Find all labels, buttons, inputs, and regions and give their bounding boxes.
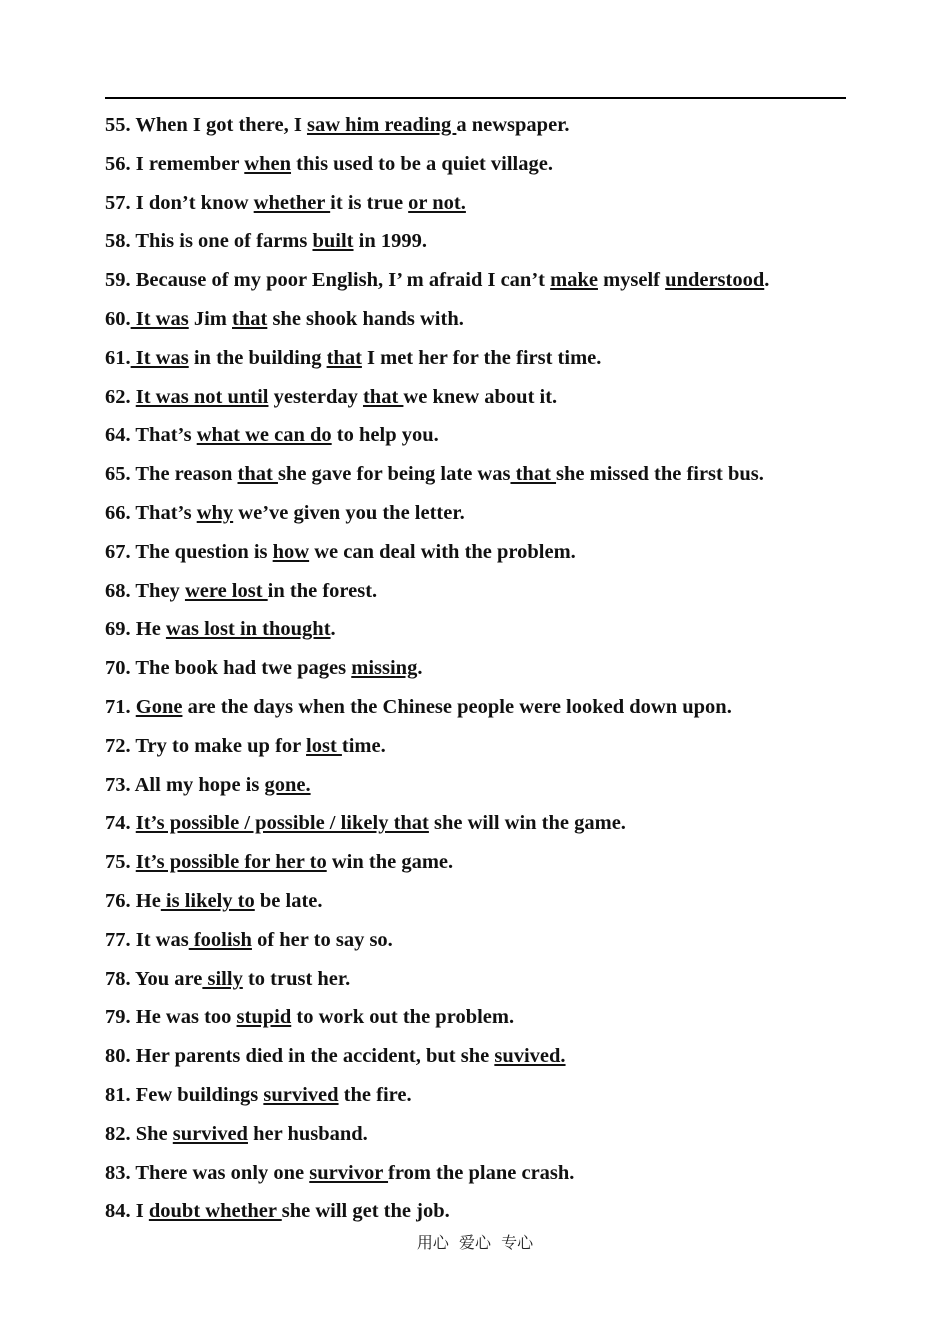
sentence-text: 61. xyxy=(105,346,131,369)
underlined-phrase: doubt whether xyxy=(148,1200,282,1223)
underlined-phrase: whether xyxy=(253,191,331,214)
sentence-text: . xyxy=(417,657,423,680)
sentence-text: to help you. xyxy=(331,424,439,447)
sentence-text: 76. He xyxy=(105,889,161,912)
sentence-line xyxy=(105,497,865,536)
sentence-line xyxy=(105,1157,865,1196)
sentence-line xyxy=(105,575,865,614)
underlined-phrase: that xyxy=(510,463,557,486)
sentence-text: 73. All my hope is xyxy=(105,773,265,796)
sentence-text: 78. You are xyxy=(105,967,203,990)
underlined-phrase: were lost xyxy=(184,579,268,602)
underlined-phrase: built xyxy=(312,230,354,253)
sentence-text: of her to say so. xyxy=(251,928,393,951)
sentence-text: 83. There was only one xyxy=(105,1161,310,1184)
sentence-text: be late. xyxy=(254,889,323,912)
underlined-phrase: missing xyxy=(351,657,418,680)
sentence-line xyxy=(105,846,865,885)
sentence-text: 59. Because of my poor English, I’ m afraid I can’t xyxy=(105,269,551,292)
sentence-line xyxy=(105,1079,865,1118)
page-footer: 用心 爱心 专心 xyxy=(416,1233,534,1252)
sentence-text: 58. This is one of farms xyxy=(105,230,313,253)
underlined-phrase: or not. xyxy=(408,191,466,214)
sentence-text: 72. Try to make up for xyxy=(105,734,307,757)
underlined-phrase: It’s possible for her to xyxy=(135,851,327,874)
underlined-phrase: saw him reading xyxy=(306,114,457,136)
underlined-phrase: suvived. xyxy=(494,1045,566,1068)
sentence-list xyxy=(105,109,865,1234)
sentence-text: 66. That’s xyxy=(105,501,197,524)
sentence-line xyxy=(105,458,865,497)
sentence-text: 57. I don’t know xyxy=(105,191,254,214)
underlined-phrase: how xyxy=(272,540,310,563)
sentence-line xyxy=(105,148,865,187)
sentence-line xyxy=(105,963,865,1002)
sentence-text: 81. Few buildings xyxy=(105,1083,264,1106)
sentence-line xyxy=(105,885,865,924)
sentence-text: 82. She xyxy=(105,1122,173,1145)
underlined-phrase: survivor xyxy=(309,1161,389,1184)
underlined-phrase: stupid xyxy=(236,1006,292,1029)
sentence-text: are the days when the Chinese people were looked down upon. xyxy=(182,695,732,718)
underlined-phrase: silly xyxy=(202,967,243,990)
sentence-line xyxy=(105,303,865,342)
sentence-line xyxy=(105,691,865,730)
underlined-phrase: why xyxy=(196,501,234,524)
sentence-text: this used to be a quiet village. xyxy=(291,152,553,175)
sentence-line xyxy=(105,419,865,458)
sentence-line xyxy=(105,769,865,808)
underlined-phrase: is likely to xyxy=(160,889,255,912)
sentence-line xyxy=(105,1001,865,1040)
sentence-text: 60. xyxy=(105,307,131,330)
sentence-line xyxy=(105,342,865,381)
sentence-text: yesterday xyxy=(268,385,363,408)
sentence-text: it is true xyxy=(330,191,409,214)
sentence-text: she will win the game. xyxy=(428,812,626,835)
sentence-line xyxy=(105,1195,865,1234)
sentence-text: 74. xyxy=(105,812,136,835)
sentence-text: she will get the job. xyxy=(281,1200,450,1223)
underlined-phrase: lost xyxy=(306,734,342,757)
sentence-line xyxy=(105,381,865,420)
underlined-phrase: gone. xyxy=(264,773,311,796)
sentence-line xyxy=(105,924,865,963)
sentence-text: a newspaper. xyxy=(456,114,570,136)
sentence-line xyxy=(105,187,865,226)
underlined-phrase: that xyxy=(362,385,404,408)
sentence-line xyxy=(105,652,865,691)
underlined-phrase: It was xyxy=(130,307,189,330)
sentence-text: to trust her. xyxy=(242,967,351,990)
header-rule xyxy=(105,97,846,99)
sentence-text: 79. He was too xyxy=(105,1006,237,1029)
sentence-text: myself xyxy=(597,269,666,292)
sentence-text: we can deal with the problem. xyxy=(309,540,576,563)
sentence-text: 67. The question is xyxy=(105,540,273,563)
sentence-text: 55. When I got there, I xyxy=(105,114,307,136)
underlined-phrase: was lost in thought xyxy=(165,618,331,641)
sentence-line xyxy=(105,807,865,846)
sentence-line xyxy=(105,225,865,264)
underlined-phrase: that xyxy=(232,307,268,330)
sentence-line xyxy=(105,1118,865,1157)
sentence-text: her husband. xyxy=(247,1122,368,1145)
underlined-phrase: survived xyxy=(172,1122,248,1145)
sentence-text: 64. That’s xyxy=(105,424,197,447)
sentence-text: 80. Her parents died in the accident, but she xyxy=(105,1045,495,1068)
sentence-line xyxy=(105,1040,865,1079)
sentence-text: from the plane crash. xyxy=(388,1161,575,1184)
sentence-text: win the game. xyxy=(326,851,454,874)
sentence-text: in the forest. xyxy=(267,579,378,602)
underlined-phrase: when xyxy=(244,152,292,175)
sentence-text: time. xyxy=(341,734,386,757)
sentence-text: the fire. xyxy=(338,1083,412,1106)
sentence-text: 77. It was xyxy=(105,928,189,951)
underlined-phrase: make xyxy=(550,269,598,292)
underlined-phrase: understood xyxy=(665,269,765,292)
sentence-text: 65. The reason xyxy=(105,463,238,486)
sentence-line xyxy=(105,109,865,148)
underlined-phrase: that xyxy=(326,346,362,369)
sentence-text: in the building xyxy=(188,346,327,369)
sentence-text: to work out the problem. xyxy=(291,1006,515,1029)
sentence-text: she missed the first bus. xyxy=(556,463,764,486)
sentence-line xyxy=(105,264,865,303)
sentence-text: 69. He xyxy=(105,618,166,641)
sentence-text: she gave for being late was xyxy=(277,463,511,486)
sentence-line xyxy=(105,613,865,652)
sentence-text: 56. I remember xyxy=(105,152,245,175)
underlined-phrase: that xyxy=(237,463,278,486)
sentence-text: we’ve given you the letter. xyxy=(233,501,465,524)
underlined-phrase: It was xyxy=(130,346,189,369)
sentence-text: 84. I xyxy=(105,1200,149,1223)
sentence-text: I met her for the first time. xyxy=(361,346,602,369)
sentence-text: 71. xyxy=(105,695,136,718)
underlined-phrase: survived xyxy=(263,1083,339,1106)
sentence-text: we knew about it. xyxy=(403,385,558,408)
underlined-phrase: foolish xyxy=(188,928,252,951)
sentence-text: 75. xyxy=(105,851,136,874)
sentence-text: 68. They xyxy=(105,579,185,602)
underlined-phrase: It’s possible / possible / likely that xyxy=(135,812,429,835)
sentence-text: 70. The book had twe pages xyxy=(105,657,352,680)
underlined-phrase: Gone xyxy=(135,695,183,718)
sentence-text: 62. xyxy=(105,385,136,408)
sentence-text: in 1999. xyxy=(353,230,427,253)
sentence-line xyxy=(105,730,865,769)
underlined-phrase: It was not until xyxy=(135,385,269,408)
sentence-text: she shook hands with. xyxy=(267,307,464,330)
sentence-text: Jim xyxy=(188,307,232,330)
sentence-text: . xyxy=(764,269,770,292)
underlined-phrase: what we can do xyxy=(196,424,332,447)
sentence-line xyxy=(105,536,865,575)
sentence-text: . xyxy=(330,618,336,641)
